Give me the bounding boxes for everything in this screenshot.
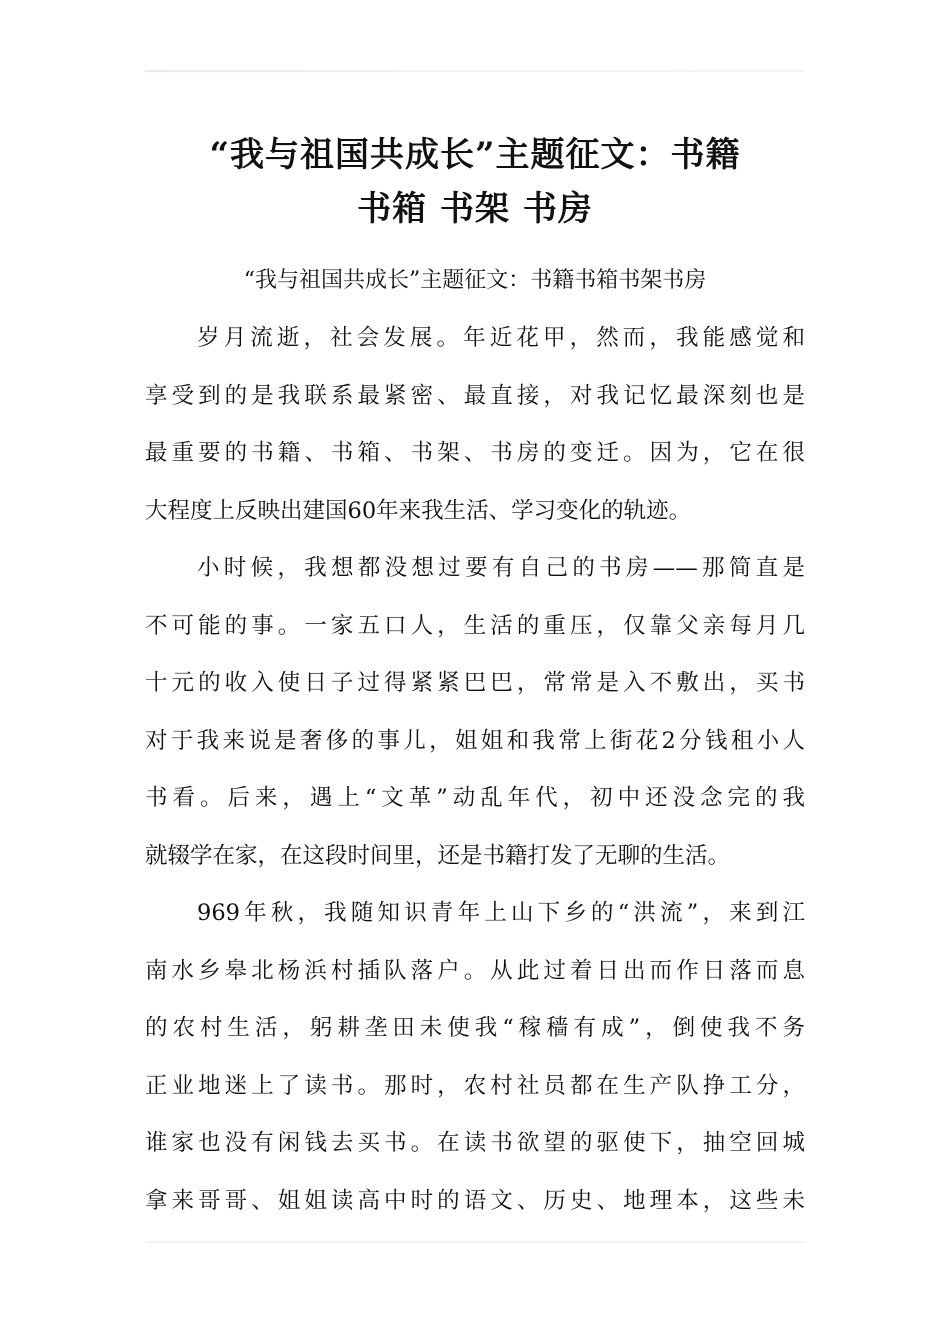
text-line: 就辍学在家，在这段时间里，还是书籍打发了无聊的生活。 (145, 842, 731, 869)
text-line: 大程度上反映出建国60年来我生活、学习变化的轨迹。 (145, 497, 692, 524)
text-line: 南水乡皋北杨浜村插队落户。从此过着日出而作日落而息 (145, 957, 805, 984)
text-line: 谁家也没有闲钱去买书。在读书欲望的驱使下，抽空回城 (145, 1130, 805, 1156)
text-line: 岁月流逝，社会发展。年近花甲，然而，我能感觉和 (197, 325, 805, 351)
text-line: 正业地迷上了读书。那时，农村社员都在生产队挣工分， (145, 1072, 805, 1099)
text-line: 享受到的是我联系最紧密、最直接，对我记忆最深刻也是 (145, 382, 805, 409)
text-line: 不可能的事。一家五口人，生活的重压，仅靠父亲每月几 (145, 612, 805, 639)
text-line: 小时候，我想都没想过要有自己的书房——那简直是 (197, 555, 805, 581)
text-line: 十元的收入使日子过得紧紧巴巴，常常是入不敷出，买书 (145, 670, 805, 696)
header-rule (145, 70, 805, 72)
text-line: 的农村生活，躬耕垄田未使我“稼穑有成”，倒使我不务 (145, 1015, 805, 1041)
paragraph-2 (145, 548, 805, 893)
footer-rule (145, 1241, 805, 1243)
title-line-2: 书箱 书架 书房 (357, 189, 593, 229)
text-line: 最重要的书籍、书箱、书架、书房的变迁。因为，它在很 (145, 440, 805, 466)
text-line: 拿来哥哥、姐姐读高中时的语文、历史、地理本，这些未 (145, 1187, 805, 1214)
document-body (145, 318, 805, 1238)
paragraph-3 (145, 893, 805, 1238)
document-subtitle: “我与祖国共成长”主题征文：书籍书箱书架书房 (243, 268, 707, 293)
paragraph-1 (145, 318, 805, 548)
text-line: 书看。后来，遇上“文革”动乱年代，初中还没念完的我 (145, 785, 805, 811)
text-line: 对于我来说是奢侈的事儿，姐姐和我常上街花2分钱租小人 (145, 727, 805, 754)
document-title (145, 128, 805, 236)
title-line-1: “我与祖国共成长”主题征文：书籍 (209, 135, 741, 175)
text-line: 969年秋，我随知识青年上山下乡的“洪流”，来到江 (197, 900, 805, 926)
